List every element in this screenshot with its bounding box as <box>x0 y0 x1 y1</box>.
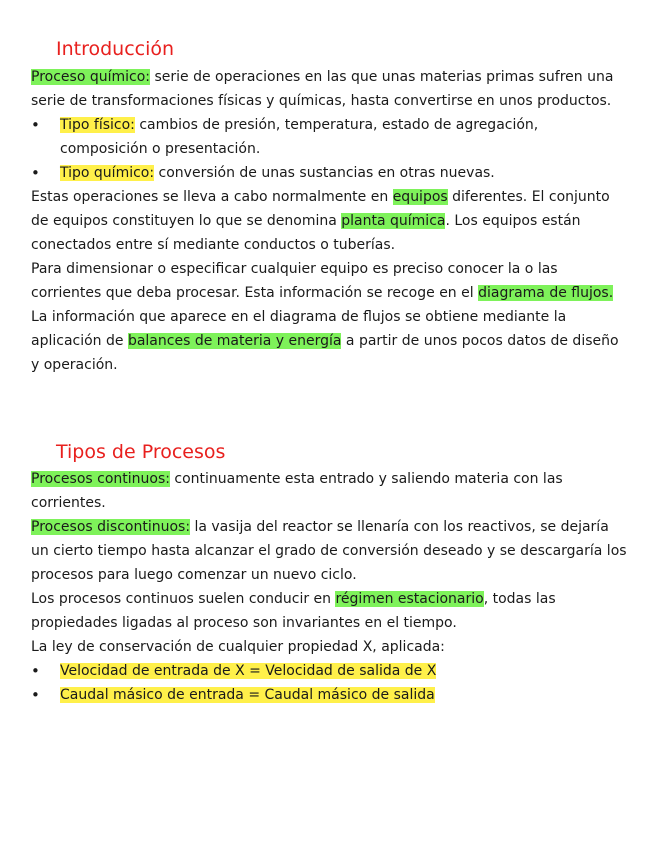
paragraph-regimen <box>31 587 627 635</box>
highlight-term: Velocidad de entrada de X = Velocidad de salida de X <box>60 663 437 679</box>
paragraph-text: continuamente esta entrado y saliendo materia con las corrientes. <box>31 471 563 511</box>
paragraph-text: diferentes. El conjunto de equipos constituyen lo que se denomina <box>31 189 610 229</box>
paragraph-text: Para dimensionar o especificar cualquier equipo es preciso conocer la o las corrientes que deba procesar. Esta información se recoge en el <box>31 261 558 301</box>
paragraph-ley-conservacion: La ley de conservación de cualquier propiedad X, aplicada: <box>31 639 445 655</box>
highlight-term: Tipo físico: <box>60 117 135 133</box>
paragraph-equipos <box>31 185 627 257</box>
list-item-tipo-quimico <box>31 161 627 185</box>
list-item-caudal <box>31 683 627 707</box>
highlight-term: equipos <box>392 189 448 205</box>
list-item-text: cambios de presión, temperatura, estado de agregación, composición o presentación. <box>60 117 539 157</box>
paragraph-text: Estas operaciones se lleva a cabo normalmente en <box>31 189 393 205</box>
highlight-term: balances de materia y energía <box>127 333 342 349</box>
paragraph-balances <box>31 305 627 377</box>
bullet-list-conservacion <box>31 659 627 707</box>
paragraph-dimensionar <box>31 257 627 305</box>
paragraph-text: . Los equipos están conectados entre sí mediante conductos o tuberías. <box>31 213 581 253</box>
list-item-tipo-fisico <box>31 113 627 161</box>
paragraph-text: la vasija del reactor se llenaría con los reactivos, se dejaría un cierto tiempo hasta alcanzar el grado de conversión deseado y se descargaría los procesos para luego comenzar un nuevo ciclo. <box>31 519 627 583</box>
paragraph-text: , todas las propiedades ligadas al proceso son invariantes en el tiempo. <box>31 591 556 631</box>
highlight-term: Procesos discontinuos: <box>31 519 191 535</box>
section-introduccion <box>31 65 627 377</box>
paragraph-proceso-quimico <box>31 65 627 113</box>
highlight-term: régimen estacionario <box>335 591 484 607</box>
bullet-list-tipos <box>31 113 627 185</box>
section-heading-tipos-de-procesos: Tipos de Procesos <box>56 441 226 463</box>
highlight-term: Caudal másico de entrada = Caudal másico de salida <box>60 687 435 703</box>
highlight-term: Proceso químico: <box>31 69 150 85</box>
highlight-term: planta química <box>341 213 446 229</box>
highlight-term: Tipo químico: <box>60 165 155 181</box>
highlight-term: diagrama de flujos. <box>478 285 614 301</box>
paragraph-procesos-continuos <box>31 467 627 515</box>
list-item-text: conversión de unas sustancias en otras nuevas. <box>154 165 495 181</box>
paragraph-procesos-discontinuos <box>31 515 627 587</box>
list-item-velocidad <box>31 659 627 683</box>
section-heading-introduccion: Introducción <box>56 38 175 60</box>
section-tipos-de-procesos <box>31 467 627 707</box>
paragraph-text: Los procesos continuos suelen conducir en <box>31 591 336 607</box>
paragraph-text: a partir de unos pocos datos de diseño y operación. <box>31 333 619 373</box>
paragraph-text: La información que aparece en el diagrama de flujos se obtiene mediante la aplicación de <box>31 309 567 349</box>
paragraph-text: serie de operaciones en las que unas materias primas sufren una serie de transformaciones físicas y químicas, hasta convertirse en unos productos. <box>31 69 614 109</box>
highlight-term: Procesos continuos: <box>31 471 170 487</box>
